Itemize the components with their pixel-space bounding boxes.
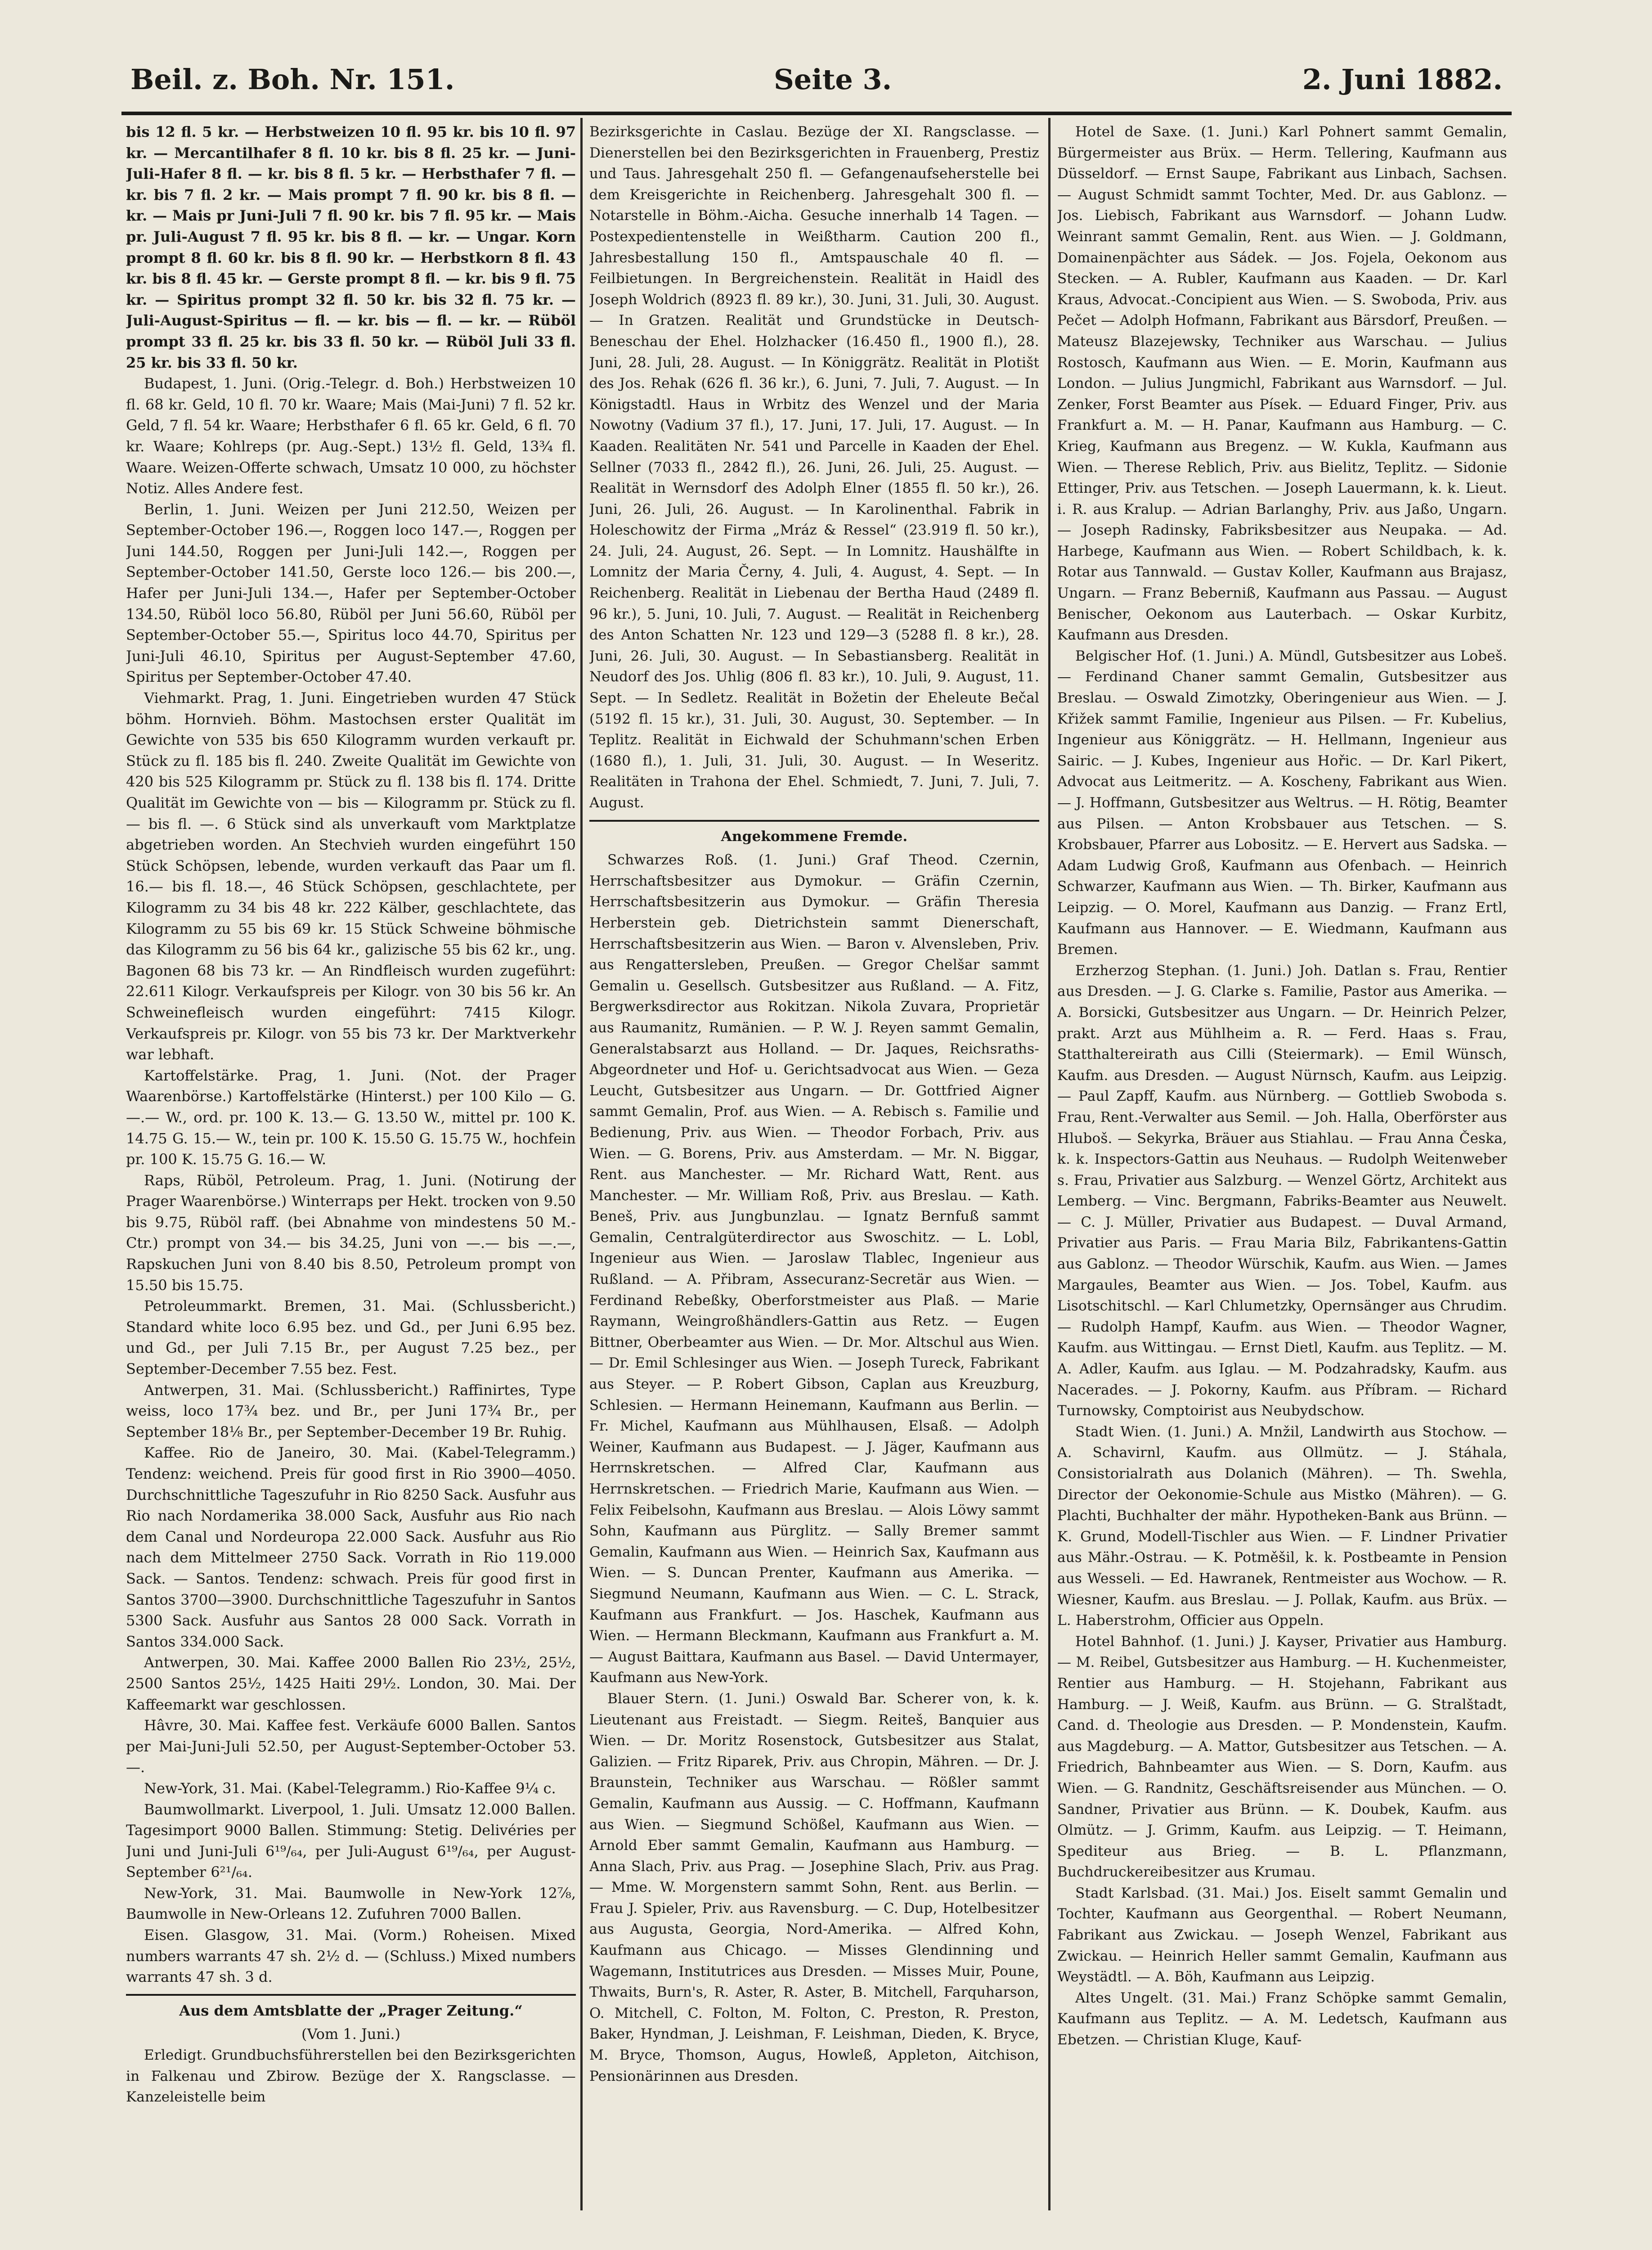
market-coffee-newyork: New-York, 31. Mai. (Kabel-Telegramm.) Rio-Kaffee 9¼ c.: [144, 1779, 556, 1797]
market-petroleum-antwerp: Antwerpen, 31. Mai. (Schlussbericht.) Raffinirtes, Type weiss, loco 17¾ bez. und Br., per Juni 17¾ Br., per September 18⅛ Br., per September-December 19 Br. Ruhig.: [126, 1381, 576, 1440]
market-coffee-havre: Hâvre, 30. Mai. Kaffee fest. Verkäufe 6000 Ballen. Santos per Mai-Juni-Juli 52.50, per August-September-October 53.—.: [126, 1717, 576, 1776]
market-rapeseed-oil: Raps, Rüböl, Petroleum. Prag, 1. Juni. (Notirung der Prager Waarenbörse.) Winterraps per Hekt. trocken von 9.50 bis 9.75, Rüböl raff. (bei Abnahme von mindestens 50 M.-Ctr.) prompt von 34.— bis 34.25, Juni von —.— bis —.—, Rapskuchen Juni von 8.40 bis 8.50, Petroleum prompt von 15.50 bis 15.75.: [126, 1171, 576, 1294]
hotel-altes-ungelt: Altes Ungelt. (31. Mai.) Franz Schöpke sammt Gemalin, Kaufmann aus Teplitz. — A. M. Ledetsch, Kaufmann aus Ebetzen. — Christian Kluge, Kauf-: [1057, 1989, 1507, 2048]
hotel-schwarzes-ross: Schwarzes Roß. (1. Juni.) Graf Theod. Czernin, Herrschaftsbesitzer aus Dymokur. — Gräfin Czernin, Herrschaftsbesitzerin aus Dymokur. — Gräfin Theresia Herberstein geb. Dietrichstein sammt Dienerschaft, Herrschaftsbesitzerin aus Wien. — Baron v. Alvensleben, Priv. aus Rengattersleben, Preußen. — Gregor Chelšar sammt Gemalin u. Gesellsch. Gutsbesitzer aus Rußland. — A. Fitz, Bergwerksdirector aus Rokitzan. Nikola Zuvara, Proprietär aus Raumanitz, Rumänien. — P. W. J. Reyen sammt Gemalin, Generalstabsarzt aus Holland. — Dr. Jaques, Reichsraths-Abgeordneter und Hof- u. Gerichtsadvocat aus Wien. — Geza Leucht, Gutsbesitzer aus Ungarn. — Dr. Gottfried Aigner sammt Gemalin, Prof. aus Wien. — A. Rebisch s. Familie und Bedienung, Priv. aus Wien. — Theodor Forbach, Priv. aus Wien. — G. Borens, Priv. aus Amsterdam. — Mr. N. Biggar, Rent. aus Manchester. — Mr. Richard Watt, Rent. aus Manchester. — Mr. William Roß, Priv. aus Breslau. — Kath. Beneš, Priv. aus Jungbunzlau. — Ignatz Bernfuß sammt Gemalin, Centralgüterdirector aus Swoschitz. — L. Lobl, Ingenieur aus Wien. — Jaroslaw Tlablec, Ingenieur aus Rußland. — A. Přibram, Assecuranz-Secretär aus Wien. — Ferdinand Rebeßky, Oberforstmeister aus Plaß. — Marie Raymann, Weingroßhändlers-Gattin aus Retz. — Eugen Bittner, Oberbeamter aus Wien. — Dr. Mor. Altschul aus Wien. — Dr. Emil Schlesinger aus Wien. — Joseph Tureck, Fabrikant aus Steyer. — P. Robert Gibson, Caplan aus Kreuzburg, Schlesien. — Hermann Heinemann, Kaufmann aus Berlin. — Fr. Michel, Kaufmann aus Mühlhausen, Elsaß. — Adolph Weiner, Kaufmann aus Budapest. — J. Jäger, Kaufmann aus Herrnskretschen. — Alfred Clar, Kaufmann aus Herrnskretschen. — Friedrich Marie, Kaufmann aus Wien. — Felix Feibelsohn, Kaufmann aus Breslau. — Alois Löwy sammt Sohn, Kaufmann aus Pürglitz. — Sally Bremer sammt Gemalin, Kaufmann aus Wien. — Heinrich Sax, Kaufmann aus Wien. — S. Duncan Prenter, Kaufmann aus Amerika. — Siegmund Neumann, Kaufmann aus Wien. — C. L. Strack, Kaufmann aus Frankfurt. — Jos. Haschek, Kaufmann aus Wien. — Hermann Bleckmann, Kaufmann aus Frankfurt a. M. — August Baittara, Kaufmann aus Basel. — David Untermayer, Kaufmann aus New-York.: [589, 852, 1039, 1686]
market-cotton-newyork: New-York, 31. Mai. Baumwolle in New-York 12⅞, Baumwolle in New-Orleans 12. Zufuhren 7000 Ballen.: [126, 1884, 576, 1923]
hotel-blauer-stern: Blauer Stern. (1. Juni.) Oswald Bar. Scherer von, k. k. Lieutenant aus Freistadt. — Siegm. Reiteš, Banquier aus Wien. — Dr. Moritz Rosenstock, Gutsbesitzer aus Stalat, Galizien. — Fritz Riparek, Priv. aus Chropin, Mähren. — Dr. J. Braunstein, Techniker aus Warschau. — Rößler sammt Gemalin, Kaufmann aus Aussig. — C. Hoffmann, Kaufmann aus Wien. — Siegmund Schößel, Kaufmann aus Wien. — Arnold Eber sammt Gemalin, Kaufmann aus Hamburg. — Anna Slach, Priv. aus Prag. — Josephine Slach, Priv. aus Prag. — Mme. W. Morgenstern sammt Sohn, Rent. aus Berlin. — Frau J. Spieler, Priv. aus Ravensburg. — C. Dup, Hotelbesitzer aus Augusta, Georgia, Nord-Amerika. — Alfred Kohn, Kaufmann aus Chicago. — Misses Glendinning und Wagemann, Institutrices aus Dresden. — Misses Muir, Poune, Thwaits, Burn's, R. Aster, R. Aster, B. Mitchell, Farquharson, O. Mitchell, C. Folton, M. Folton, C. Preston, R. Preston, Baker, Hyndman, J. Leishman, F. Leishman, Dieden, K. Bryce, M. Bryce, Thomson, Augus, Howleß, Appleton, Aitchison, Pensionärinnen aus Dresden.: [589, 1690, 1039, 2084]
page-header: [130, 63, 1503, 104]
column-arrivals: [1057, 122, 1507, 2210]
column-rule-2: [1048, 118, 1050, 2210]
column-market-reports: [126, 122, 576, 2210]
column-official-notices: [589, 122, 1039, 2210]
issue-reference: Beil. z. Boh. Nr. 151.: [130, 63, 455, 96]
market-petroleum-bremen: Petroleummarkt. Bremen, 31. Mai. (Schlussbericht.) Standard white loco 6.95 bez. und Gd., per Juni 6.95 bez. und Gd., per Juli 7.15 Br., per August 7.25 bez., per September-December 7.55 bez. Fest.: [126, 1297, 576, 1378]
market-potato-starch: Kartoffelstärke. Prag, 1. Juni. (Not. der Prager Waarenbörse.) Kartoffelstärke (Hinterst.) per 100 Kilo — G. —.— W., ord. pr. 100 K. 13.— G. 13.50 W., mittel pr. 100 K. 14.75 G. 15.— W., tein pr. 100 K. 15.50 G. 15.75 W., hochfein pr. 100 K. 15.75 G. 16.— W.: [126, 1066, 576, 1168]
section-subheading-date: (Vom 1. Juni.): [301, 2025, 401, 2043]
header-rule: [121, 112, 1512, 115]
column-rule-1: [580, 118, 583, 2210]
market-berlin: Berlin, 1. Juni. Weizen per Juni 212.50, Weizen per September-October 196.—, Roggen loco 147.—, Roggen per Juni 144.50, Roggen per Juni-Juli 142.—, Roggen per September-October 141.50, Gerste loco 126.— bis 200.—, Hafer per Juni-Juli 134.—, Hafer per September-October 134.50, Rüböl loco 56.80, Rüböl per Juni 56.60, Rüböl per September-October 55.—, Spiritus loco 44.70, Spiritus per Juni-Juli 46.10, Spiritus per August-September 47.60, Spiritus per September-October 47.40.: [126, 500, 576, 686]
market-budapest: Budapest, 1. Juni. (Orig.-Telegr. d. Boh.) Herbstweizen 10 fl. 68 kr. Geld, 10 fl. 70 kr. Waare; Mais (Mai-Juni) 7 fl. 52 kr. Geld, 7 fl. 54 kr. Waare; Herbsthafer 6 fl. 65 kr. Geld, 6 fl. 70 kr. Waare; Kohlreps (pr. Aug.-Sept.) 13½ fl. Geld, 13¾ fl. Waare. Weizen-Offerte schwach, Umsatz 10 000, zu höchster Notiz. Alles Andere fest.: [126, 375, 576, 497]
market-vienna-grain: bis 12 fl. 5 kr. — Herbstweizen 10 fl. 95 kr. bis 10 fl. 97 kr. — Mercantilhafer 8 fl. 10 kr. bis 8 fl. 25 kr. — Juni-Juli-Hafer 8 fl. — kr. bis 8 fl. 5 kr. — Herbsthafer 7 fl. — kr. bis 7 fl. 2 kr. — Mais prompt 7 fl. 90 kr. bis 8 fl. — kr. — Mais pr Juni-Juli 7 fl. 90 kr. bis 7 fl. 95 kr. — Mais pr. Juli-August 7 fl. 95 kr. bis 8 fl. — kr. — Ungar. Korn prompt 8 fl. 60 kr. bis 8 fl. 90 kr. — Herbstkorn 8 fl. 43 kr. bis 8 fl. 45 kr. — Gerste prompt 8 fl. — kr. bis 9 fl. 75 kr. — Spiritus prompt 32 fl. 50 kr. bis 32 fl. 75 kr. — Juli-August-Spiritus — fl. — kr. bis — fl. — kr. — Rüböl prompt 33 fl. 25 kr. bis 33 fl. 50 kr. — Rüböl Juli 33 fl. 25 kr. bis 33 fl. 50 kr.: [126, 123, 576, 371]
issue-date: 2. Juni 1882.: [1302, 63, 1503, 96]
page-number: Seite 3.: [774, 63, 892, 96]
hotel-stadt-wien: Stadt Wien. (1. Juni.) A. Mnžil, Landwirth aus Stochow. — A. Schavirnl, Kaufm. aus Ollmütz. — J. Stáhala, Consistorialrath aus Dolanich (Mähren). — Th. Swehla, Director der Oekonomie-Schule aus Mistko (Mähren). — G. Plachti, Buchhalter der mähr. Hypotheken-Bank aus Brünn. — K. Grund, Modell-Tischler aus Wien. — F. Lindner Privatier aus Mähr.-Ostrau. — K. Potměšil, k. k. Postbeamte in Pension aus Wesseli. — Ed. Hawranek, Rentmeister aus Wochow. — R. Wiesner, Kaufm. aus Breslau. — J. Pollak, Kaufm. aus Brüx. — L. Haberstrohm, Officier aus Oppeln.: [1057, 1423, 1507, 1629]
amtsblatt-vacancies: Erledigt. Grundbuchsführerstellen bei den Bezirksgerichten in Falkenau und Zbirow. Bezüge der X. Rangsclasse. — Kanzeleistelle beim: [126, 2047, 576, 2106]
market-cotton-liverpool: Baumwollmarkt. Liverpool, 1. Juli. Umsatz 12.000 Ballen. Tagesimport 9000 Ballen. Stimmung: Stetig. Delivéries per Juni und Juni-Juli 6¹⁹/₆₄, per Juli-August 6¹⁹/₆₄, per August-September 6²¹/₆₄.: [126, 1800, 576, 1881]
hotel-belgischer-hof: Belgischer Hof. (1. Juni.) A. Mündl, Gutsbesitzer aus Lobeš. — Ferdinand Chaner sammt Gemalin, Gutsbesitzer aus Breslau. — Oswald Zimotzky, Oberingenieur aus Wien. — J. Křižek sammt Familie, Ingenieur aus Pilsen. — Fr. Kubelius, Ingenieur aus Königgrätz. — H. Hellmann, Ingenieur aus Sairic. — J. Kubes, Ingenieur aus Hořic. — Dr. Karl Pikert, Advocat aus Leitmeritz. — A. Koscheny, Fabrikant aus Wien. — J. Hoffmann, Gutsbesitzer aus Weltrus. — H. Rötig, Beamter aus Pilsen. — Anton Krobsbauer aus Tetschen. — S. Krobsbauer, Pfarrer aus Lobositz. — E. Hervert aus Sadska. — Adam Ludwig Groß, Kaufmann aus Ofenbach. — Heinrich Schwarzer, Kaufmann aus Wien. — Th. Birker, Kaufmann aus Leipzig. — O. Morel, Kaufmann aus Danzig. — Franz Ertl, Kaufmann aus Hannover. — E. Wiedmann, Kaufmann aus Bremen.: [1057, 648, 1507, 958]
hotel-erzherzog-stephan: Erzherzog Stephan. (1. Juni.) Joh. Datlan s. Frau, Rentier aus Dresden. — J. G. Clarke s. Familie, Pastor aus Amerika. — A. Borsicki, Gutsbesitzer aus Ungarn. — Dr. Heinrich Pelzer, prakt. Arzt aus Mühlheim a. R. — Ferd. Haas s. Frau, Statthaltereirath aus Cilli (Steiermark). — Emil Wünsch, Kaufm. aus Dresden. — August Nürnsch, Kaufm. aus Leipzig. — Paul Zapff, Kaufm. aus Nürnberg. — Gottlieb Swoboda s. Frau, Rent.-Verwalter aus Semil. — Joh. Halla, Oberförster aus Hluboš. — Sekyrka, Bräuer aus Stiahlau. — Frau Anna Česka, k. k. Inspectors-Gattin aus Neuhaus. — Rudolph Weitenweber s. Frau, Privatier aus Salzburg. — Wenzel Görtz, Architekt aus Lemberg. — Vinc. Bergmann, Fabriks-Beamter aus Neuwelt. — C. J. Müller, Privatier aus Budapest. — Duval Armand, Privatier aus Paris. — Frau Maria Bilz, Fabrikantens-Gattin aus Gablonz. — Theodor Würschik, Kaufm. aus Wien. — James Margaules, Beamter aus Wien. — Jos. Tobel, Kaufm. aus Lisotschitschl. — Karl Chlumetzky, Opernsänger aus Chrudim. — Rudolph Hampf, Kaufm. aus Wien. — Theodor Wagner, Kaufm. aus Wittingau. — Ernst Dietl, Kaufm. aus Teplitz. — M. A. Adler, Kaufm. aus Iglau. — M. Podzahradsky, Kaufm. aus Nacerades. — J. Pokorny, Kaufm. aus Příbram. — Richard Turnowsky, Comptoirist aus Neubydschow.: [1057, 962, 1507, 1419]
hotel-bahnhof: Hotel Bahnhof. (1. Juni.) J. Kayser, Privatier aus Hamburg. — M. Reibel, Gutsbesitzer aus Hamburg. — H. Kuchenmeister, Rentier aus Hamburg. — H. Stojehann, Fabrikant aus Hamburg. — J. Weiß, Kaufm. aus Brünn. — G. Stralštadt, Cand. d. Theologie aus Dresden. — P. Mondenstein, Kaufm. aus Magdeburg. — A. Mattor, Gutsbesitzer aus Tetschen. — A. Friedrich, Bahnbeamter aus Wien. — S. Dorn, Kaufm. aus Wien. — G. Randnitz, Geschäftsreisender aus München. — O. Sandner, Privatier aus Brünn. — K. Doubek, Kaufm. aus Olmütz. — J. Grimm, Kaufm. aus Leipzig. — T. Heimann, Spediteur aus Brieg. — B. L. Pflanzmann, Buchdruckereibesitzer aus Krumau.: [1057, 1633, 1507, 1881]
market-cattle-prague: Viehmarkt. Prag, 1. Juni. Eingetrieben wurden 47 Stück böhm. Hornvieh. Böhm. Mastochsen erster Qualität im Gewichte von 535 bis 650 Kilogramm wurden verkauft pr. Stück zu fl. 185 bis fl. 240. Zweite Qualität im Gewichte von 420 bis 525 Kilogramm pr. Stück zu fl. 138 bis fl. 174. Dritte Qualität im Gewichte von — bis — Kilogramm pr. Stück zu fl. — bis fl. —. 6 Stück sind als unverkauft vom Marktplatze abgetrieben worden. An Stechvieh wurden eingeführt 150 Stück Schöpsen, lebende, wurden verkauft das Paar um fl. 16.— bis fl. 18.—, 46 Stück Schöpsen, geschlachtete, per Kilogramm zu 34 bis 48 kr. 222 Kälber, geschlachtete, das Kilogramm zu 55 bis 69 kr. 15 Stück Schweine böhmische das Kilogramm zu 56 bis 64 kr., galizische 55 bis 62 kr., ung. Bagonen 68 bis 73 kr. — An Rindfleisch wurden zugeführt: 22.611 Kilogr. Verkaufspreis per Kilogr. von 30 bis 56 kr. An Schweinefleisch wurden eingeführt: 7415 Kilogr. Verkaufspreis pr. Kilogr. von 55 bis 73 kr. Der Marktverkehr war lebhaft.: [126, 689, 576, 1063]
market-coffee-antwerp: Antwerpen, 30. Mai. Kaffee 2000 Ballen Rio 23½, 25½, 2500 Santos 25½, 1425 Haiti 29½. London, 30. Mai. Der Kaffeemarkt war geschlossen.: [126, 1654, 576, 1713]
market-coffee-rio: Kaffee. Rio de Janeiro, 30. Mai. (Kabel-Telegramm.) Tendenz: weichend. Preis für good first in Rio 3900—4050. Durchschnittliche Tageszufuhr in Rio 8250 Sack. Ausfuhr aus Rio nach Nordamerika 38.000 Sack, Ausfuhr aus Rio nach dem Canal und Nordeuropa 22.000 Sack. Ausfuhr aus Rio nach dem Mittelmeer 2750 Sack. Vorrath in Rio 119.000 Sack. — Santos. Tendenz: schwach. Preis für good first in Santos 3700—3900. Durchschnittliche Tageszufuhr in Santos 5300 Sack. Ausfuhr aus Santos 28 000 Sack. Vorrath in Santos 334.000 Sack.: [126, 1444, 576, 1650]
hotel-de-saxe: Hotel de Saxe. (1. Juni.) Karl Pohnert sammt Gemalin, Bürgermeister aus Brüx. — Herm. Tellering, Kaufmann aus Düsseldorf. — Ernst Saupe, Fabrikant aus Linbach, Sachsen. — August Schmidt sammt Tochter, Med. Dr. aus Gablonz. — Jos. Liebisch, Fabrikant aus Warnsdorf. — Johann Ludw. Weinrant sammt Gemalin, Rent. aus Wien. — J. Goldmann, Domainenpächter aus Sádek. — Jos. Fojela, Oekonom aus Stecken. — A. Rubler, Kaufmann aus Kaaden. — Dr. Karl Kraus, Advocat.-Concipient aus Wien. — S. Swoboda, Priv. aus Pečet — Adolph Hofmann, Fabrikant aus Bärsdorf, Preußen. — Mateusz Blazejewsky, Techniker aus Warschau. — Julius Rostosch, Kaufmann aus Wien. — E. Morin, Kaufmann aus London. — Julius Jungmichl, Fabrikant aus Warnsdorf. — Jul. Zenker, Forst Beamter aus Písek. — Eduard Finger, Priv. aus Frankfurt a. M. — H. Panar, Kaufmann aus Hamburg. — C. Krieg, Kaufmann aus Bregenz. — W. Kukla, Kaufmann aus Wien. — Therese Reblich, Priv. aus Bielitz, Teplitz. — Sidonie Ettinger, Priv. aus Tetschen. — Joseph Lauermann, k. k. Lieut. i. R. aus Kralup. — Adrian Barlanghy, Priv. aus Jaßo, Ungarn. — Joseph Radinsky, Fabriksbesitzer aus Neupaka. — Ad. Harbege, Kaufmann aus Wien. — Robert Schildbach, k. k. Rotar aus Tannwald. — Gustav Koller, Kaufmann aus Brajasz, Ungarn. — Franz Beberniß, Kaufmann aus Passau. — August Benischer, Oekonom aus Lauterbach. — Oskar Kurbitz, Kaufmann aus Dresden.: [1057, 124, 1507, 644]
hotel-stadt-karlsbad: Stadt Karlsbad. (31. Mai.) Jos. Eiselt sammt Gemalin und Tochter, Kaufmann aus Georgenthal. — Robert Neumann, Fabrikant aus Zwickau. — Joseph Wenzel, Fabrikant aus Zwickau. — Heinrich Heller sammt Gemalin, Kaufmann aus Weystädtl. — A. Böh, Kaufmann aus Leipzig.: [1057, 1885, 1507, 1985]
amtsblatt-continued: Bezirksgerichte in Caslau. Bezüge der XI. Rangsclasse. — Dienerstellen bei den Bezirksgerichten in Frauenberg, Prestiz und Taus. Jahresgehalt 250 fl. — Gefangenaufseherstelle bei dem Kreisgerichte in Reichenberg. Jahresgehalt 300 fl. — Notarstelle in Böhm.-Aicha. Gesuche innerhalb 14 Tagen. — Postexpedientenstelle in Weißtharm. Caution 200 fl., Jahresbestallung 150 fl., Amtspauschale 40 fl. — Feilbietungen. In Bergreichenstein. Realität in Haidl des Joseph Woldrich (8923 fl. 89 kr.), 30. Juni, 31. Juli, 30. August. — In Gratzen. Realität und Grundstücke in Deutsch-Beneschau der Ehel. Holzhacker (16.450 fl., 1900 fl.), 28. Juni, 28. Juli, 28. August. — In Königgrätz. Realität in Plotišt des Jos. Rehak (626 fl. 36 kr.), 6. Juni, 7. Juli, 7. August. — In Königstadtl. Haus in Wrbitz des Wenzel und der Maria Nowotny (Vadium 37 fl.), 17. Juni, 17. Juli, 17. August. — In Kaaden. Realitäten Nr. 541 und Parcelle in Kaaden der Ehel. Sellner (7033 fl., 2842 fl.), 26. Juni, 26. Juli, 25. August. — Realität in Wernsdorf des Adolph Elner (1855 fl. 50 kr.), 26. Juni, 26. Juli, 26. August. — In Karolinenthal. Fabrik in Holeschowitz der Firma „Mráz & Ressel“ (23.919 fl. 50 kr.), 24. Juli, 24. August, 26. Sept. — In Lomnitz. Haushälfte in Lomnitz der Maria Černy, 4. Juli, 4. August, 4. Sept. — In Reichenberg. Realität in Liebenau der Bertha Haud (2489 fl. 96 kr.), 5. Juni, 10. Juli, 7. August. — Realität in Reichenberg des Anton Schatten Nr. 123 und 129—3 (5288 fl. 8 kr.), 28. Juni, 26. Juli, 30. August. — In Sebastiansberg. Realität in Neudorf des Jos. Uhlig (806 fl. 83 kr.), 10. Juli, 9. August, 11. Sept. — In Sedletz. Realität in Božetin der Eheleute Bečal (5192 fl. 15 kr.), 31. Juli, 30. August, 30. September. — In Teplitz. Realität in Eichwald der Schuhmann'schen Erben (1680 fl.), 1. Juli, 31. Juli, 30. August. — In Weseritz. Realitäten in Trahona der Ehel. Schmiedt, 7. Juni, 7. Juli, 7. August.: [589, 124, 1039, 811]
section-heading-amtsblatt: Aus dem Amtsblatte der „Prager Zeitung.“: [126, 1994, 576, 2021]
section-heading-arrivals: Angekommene Fremde.: [589, 820, 1039, 847]
market-iron-glasgow: Eisen. Glasgow, 31. Mai. (Vorm.) Roheisen. Mixed numbers warrants 47 sh. 2½ d. — (Schluss.) Mixed numbers warrants 47 sh. 3 d.: [126, 1926, 576, 1986]
